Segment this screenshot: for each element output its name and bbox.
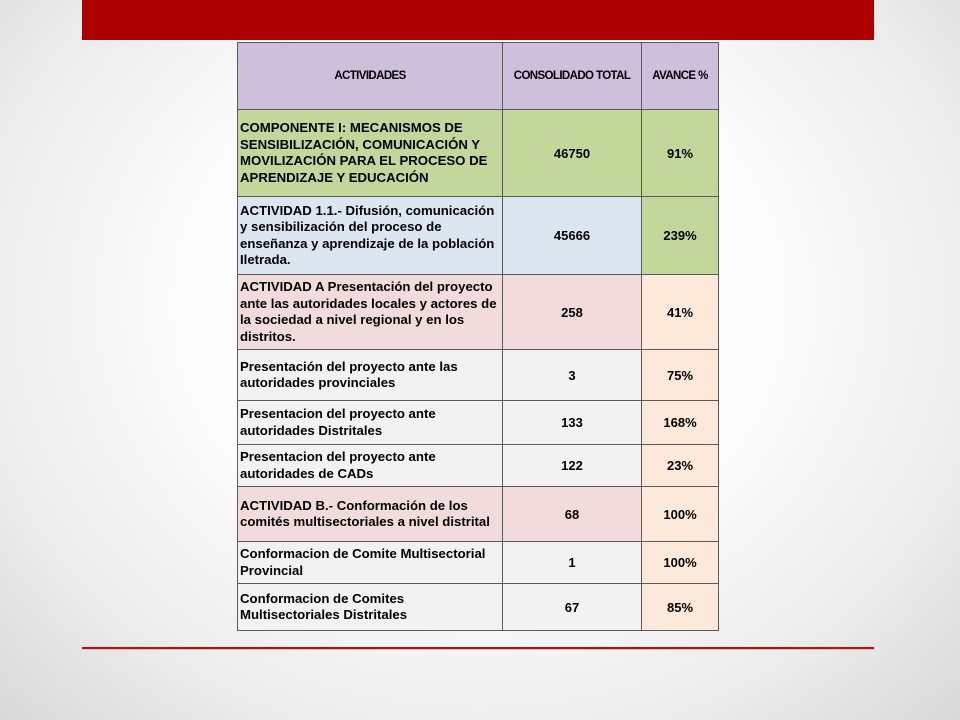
table-header-row bbox=[238, 43, 719, 110]
column-header-consolidado-total: CONSOLIDADO TOTAL bbox=[503, 43, 642, 110]
column-header-avance: AVANCE % bbox=[642, 43, 719, 110]
activity-cell: ACTIVIDAD B.- Conformación de los comités multisectoriales a nivel distrital bbox=[238, 487, 503, 542]
total-cell: 67 bbox=[503, 584, 642, 631]
total-cell: 68 bbox=[503, 487, 642, 542]
table-row-component-1 bbox=[238, 110, 719, 197]
total-cell: 133 bbox=[503, 401, 642, 445]
avance-cell: 23% bbox=[642, 445, 719, 487]
table-row-item bbox=[238, 445, 719, 487]
activity-cell: Conformacion de Comite Multisectorial Provincial bbox=[238, 542, 503, 584]
table-row-activity-1-1 bbox=[238, 197, 719, 275]
activity-cell: Presentación del proyecto ante las autoridades provinciales bbox=[238, 350, 503, 401]
table-row-activity-b bbox=[238, 487, 719, 542]
bottom-divider bbox=[82, 647, 874, 649]
activity-cell: ACTIVIDAD A Presentación del proyecto ante las autoridades locales y actores de la sociedad a nivel regional y en los distritos. bbox=[238, 275, 503, 350]
total-cell: 258 bbox=[503, 275, 642, 350]
total-cell: 45666 bbox=[503, 197, 642, 275]
total-cell: 122 bbox=[503, 445, 642, 487]
avance-cell: 91% bbox=[642, 110, 719, 197]
activity-cell: Presentacion del proyecto ante autoridades Distritales bbox=[238, 401, 503, 445]
total-cell: 3 bbox=[503, 350, 642, 401]
activity-cell: ACTIVIDAD 1.1.- Difusión, comunicación y sensibilización del proceso de enseñanza y aprendizaje de la población Iletrada. bbox=[238, 197, 503, 275]
avance-cell: 75% bbox=[642, 350, 719, 401]
activity-cell: Presentacion del proyecto ante autoridades de CADs bbox=[238, 445, 503, 487]
table-row-item bbox=[238, 584, 719, 631]
table-row-item bbox=[238, 350, 719, 401]
table-row-item bbox=[238, 401, 719, 445]
activities-table bbox=[237, 42, 719, 631]
header-bar bbox=[82, 0, 874, 40]
avance-cell: 100% bbox=[642, 542, 719, 584]
column-header-actividades: ACTIVIDADES bbox=[238, 43, 503, 110]
total-cell: 1 bbox=[503, 542, 642, 584]
activity-cell: Conformacion de Comites Multisectoriales Distritales bbox=[238, 584, 503, 631]
avance-cell: 239% bbox=[642, 197, 719, 275]
avance-cell: 168% bbox=[642, 401, 719, 445]
avance-cell: 85% bbox=[642, 584, 719, 631]
avance-cell: 100% bbox=[642, 487, 719, 542]
activity-cell: COMPONENTE I: MECANISMOS DE SENSIBILIZACIÓN, COMUNICACIÓN Y MOVILIZACIÓN PARA EL PROCESO DE APRENDIZAJE Y EDUCACIÓN bbox=[238, 110, 503, 197]
avance-cell: 41% bbox=[642, 275, 719, 350]
table-row-activity-a bbox=[238, 275, 719, 350]
table-row-item bbox=[238, 542, 719, 584]
total-cell: 46750 bbox=[503, 110, 642, 197]
